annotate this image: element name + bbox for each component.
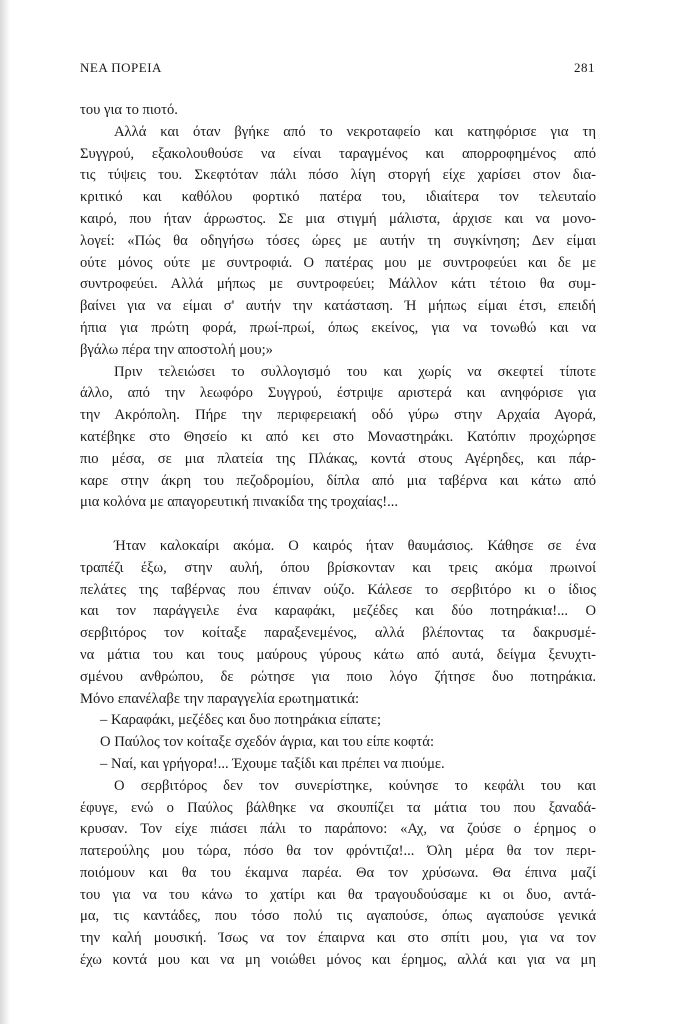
running-header <box>80 60 595 76</box>
text-line: πιο μέσα, σε μια πλατεία της Πλάκας, κοντά στους Αγέρηδες, και πάρ- <box>80 450 596 467</box>
page-edge-shadow <box>0 0 10 1024</box>
text-line: ούτε μόνος ούτε με συντροφιά. Ο πατέρας μου με συντροφεύει και δε με <box>80 254 596 271</box>
text-line: άλλο, από την λεωφόρο Συγγρού, έστριψε αριστερά και ανηφόρισε για <box>80 385 596 402</box>
text-line: να μάτια του και τους μαύρους γύρους κάτω από αυτά, δείγμα ξενυχτι- <box>80 646 596 663</box>
section-break <box>80 514 596 536</box>
text-line: κριτικό και καθόλου φορτικό πατέρα του, ιδιαίτερα τον τελευταίο <box>80 189 596 206</box>
text-line: την Ακρόπολη. Πήρε την περιφερειακή οδό γύρω στην Αρχαία Αγορά, <box>80 407 596 424</box>
text-line: ποιόμουν και θα του έκαμνα παρέα. Θα τον χρύσωνα. Θα έπινα μαζί <box>80 864 596 881</box>
text-line: καρε στην άκρη του πεζοδρομίου, δίπλα από μια ταβέρνα και κάτω από <box>80 472 596 489</box>
text-line: Μόνο επανέλαβε την παραγγελία ερωτηματικά: <box>80 690 360 707</box>
text-line: – Καραφάκι, μεζέδες και δυο ποτηράκια είπατε; <box>100 712 381 729</box>
text-line: του για το πιοτό. <box>80 102 178 118</box>
text-line: Ήταν καλοκαίρι ακόμα. Ο καιρός ήταν θαυμάσιος. Κάθησε σε ένα <box>114 537 596 554</box>
text-line: έχω κοντά μου και να μη νοιώθει μόνος και έρημος, αλλά και για να μη <box>80 952 596 969</box>
text-line: Αλλά και όταν βγήκε από το νεκροταφείο και κατηφόρισε για τη <box>114 123 596 140</box>
text-line: την καλή μουσική. Ίσως να τον έπαιρνα και στο σπίτι μου, για να τον <box>80 930 596 947</box>
running-title: ΝΕΑ ΠΟΡΕΙΑ <box>80 60 162 75</box>
text-line: – Ναί, και γρήγορα!... Έχουμε ταξίδι και πρέπει να πιούμε. <box>100 755 445 772</box>
text-line: μια κολόνα με απαγορευτική πινακίδα της τροχαίας!... <box>80 494 399 511</box>
text-line: έφυγε, ενώ ο Παύλος βάλθηκε να σκουπίζει τα μάτια του που ξαναδά- <box>80 799 596 816</box>
text-line: μα, τις καντάδες, που τόσο πολύ τις αγαπούσε, όπως αγαπούσε γενικά <box>80 908 596 925</box>
text-line: πελάτες της ταβέρνας που έπιναν ούζο. Κάλεσε το σερβιτόρο κι ο ίδιος <box>80 581 596 598</box>
text-line: Ο σερβιτόρος δεν τον συνερίστηκε, κούνησε το κεφάλι του και <box>114 777 596 794</box>
text-line: και τον παράγγειλε ένα καραφάκι, μεζέδες και δύο ποτηράκια!... Ο <box>80 603 596 620</box>
text-line: καιρό, που ήταν άρρωστος. Σε μια στιγμή μάλιστα, άρχισε και να μονο- <box>80 210 596 227</box>
text-line: του για να του κάνω το χατίρι και θα τραγουδούσαμε κι οι δυο, αντά- <box>80 886 596 903</box>
text-line: σμένου ανθρώπου, δε ρώτησε για ποιο λόγο ζήτησε δυο ποτηράκια. <box>80 668 596 685</box>
body-text <box>80 100 596 972</box>
page-number: 281 <box>574 60 595 75</box>
text-line: κατέβηκε στο Θησείο κι από κει στο Μοναστηράκι. Κατόπιν προχώρησε <box>80 428 596 445</box>
text-line: συντροφεύει. Αλλά μήπως με συντροφεύει; Μάλλον κάτι τέτοιο θα συμ- <box>80 276 596 293</box>
text-line: σερβιτόρος τον κοίταξε παραξενεμένος, αλλά βλέποντας τα δακρυσμέ- <box>80 625 596 642</box>
text-line: Ο Παύλος τον κοίταξε σχεδόν άγρια, και του είπε κοφτά: <box>100 734 434 751</box>
text-line: ήπια για πρώτη φορά, πρωί-πρωί, όπως εκείνος, για να τονωθώ και να <box>80 319 596 336</box>
text-line: πατερούλης μου τώρα, πόσο θα τον φρόντιζα!... Όλη μέρα θα τον περι- <box>80 843 596 860</box>
text-line: τραπέζι έξω, στην αυλή, όπου βρίσκονταν και τρεις ακόμα πρωινοί <box>80 559 596 576</box>
text-line: κρυσαν. Τον είχε πιάσει πάλι το παράπονο: «Αχ, να ζούσε ο έρημος ο <box>80 821 596 838</box>
text-line: λογεί: «Πώς θα οδηγήσω τόσες ώρες με αυτήν τη συγκίνηση; Δεν είμαι <box>80 232 596 249</box>
text-line: Συγγρού, εξακολουθούσε να είναι ταραγμένος και απορροφημένος από <box>80 145 596 162</box>
text-line: βαίνει για να είμαι σ' αυτήν την κατάσταση. Ή μήπως είμαι έτσι, επειδή <box>80 298 596 315</box>
text-line: Πριν τελειώσει το συλλογισμό του και χωρίς να σκεφτεί τίποτε <box>114 363 596 380</box>
text-line: τις τύψεις του. Σκεφτόταν πάλι πόσο λίγη στοργή είχε χαρίσει στον δια- <box>80 167 596 184</box>
text-line: βγάλω πέρα την αποστολή μου;» <box>80 341 273 358</box>
